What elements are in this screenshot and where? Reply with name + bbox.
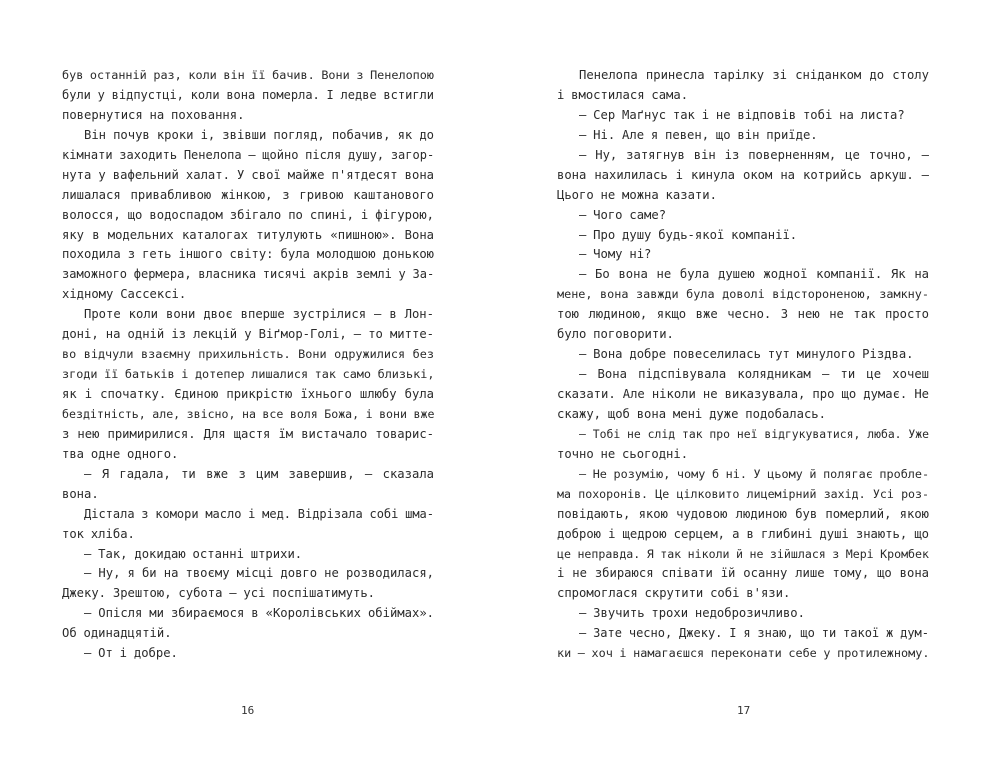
text-line: спромоглася скрутити собі в'язи. (557, 586, 791, 601)
text-line: Об одинадцятій. (62, 626, 172, 641)
text-line: доні, на одній із лекцій у Віґмор-Голі, — то митте- (62, 327, 434, 342)
text-line: — Так, докидаю останні штрихи. (84, 546, 303, 561)
text-line: — От і добре. (84, 646, 178, 661)
text-line: вона нахилилась і кинула оком на котрийсь аркуш. — (557, 167, 929, 182)
text-line: лишалася привабливою жінкою, з гривою каштанового (62, 187, 434, 202)
text-line: — Чому ні? (579, 247, 652, 262)
text-line: з нею примирилися. Для щастя їм вистачало товарис- (62, 426, 434, 441)
text-line: це неправда. Я так ніколи й не зійшлася з Мері Кромбек (557, 546, 929, 561)
text-line: Дістала з комори масло і мед. Відрізала собі шма- (84, 506, 434, 521)
text-line: — Сер Маґнус так і не відповів тобі на листа? (579, 107, 905, 122)
right-page (557, 66, 929, 664)
text-line: — Звучить трохи недоброзичливо. (579, 606, 805, 621)
text-line: — Зате чесно, Джеку. І я знаю, що ти такої ж дум- (579, 626, 929, 641)
text-line: Джеку. Зрештою, субота — усі поспішатимуть. (62, 586, 376, 601)
text-line: — Ні. Але я певен, що він приїде. (579, 127, 818, 142)
page-text (557, 66, 929, 664)
text-line: волосся, що водоспадом збігало по спині, і фігурою, (62, 207, 434, 222)
text-line: Цього не можна казати. (557, 187, 717, 202)
text-line: Проте коли вони двоє вперше зустрілися — в Лон- (84, 307, 434, 322)
text-line: заможного фермера, власника тисячі акрів землі у За- (62, 267, 434, 282)
text-line: — Тобі не слід так про неї відгукуватися, люба. Уже (579, 426, 929, 441)
text-line: — Про душу будь-якої компанії. (579, 227, 798, 242)
text-line: точно не сьогодні. (557, 446, 689, 461)
text-line: і не збираюся співати їй осанну лише тому, що вона (557, 566, 929, 581)
left-page (62, 66, 434, 664)
text-line: мене, вона завжди була доволі відстороненою, замкну- (557, 287, 929, 302)
text-line: сказати. Але ніколи не виказувала, про що думає. Не (557, 387, 929, 401)
text-line: нута у вафельний халат. У свої майже п'ятдесят вона (62, 167, 434, 182)
text-line: кімнати заходить Пенелопа — щойно після душу, загор- (62, 147, 434, 162)
text-line: як і спочатку. Єдиною прикрістю їхнього шлюбу була (62, 387, 434, 401)
text-line: був останній раз, коли він її бачив. Вони з Пенелопою (62, 68, 434, 82)
page-number-left: 16 (241, 704, 255, 717)
text-line: згоди її батьків і дотепер лишалися так само близькі, (62, 367, 434, 382)
text-line: були у відпустці, коли вона померла. І ледве встигли (62, 87, 434, 102)
text-line: ки — хоч і намагаєшся переконати себе у протилежному. (557, 646, 929, 661)
text-line: походила з геть іншого світу: була молодшою донькою (62, 247, 434, 262)
text-line: — Чого саме? (579, 207, 667, 222)
text-line: — Вона добре повеселилась тут минулого Різдва. (579, 347, 914, 362)
text-line: тою людиною, якщо вже чесно. З нею не так просто (557, 307, 929, 322)
text-line: — Не розумію, чому б ні. У цьому й полягає пробле- (579, 466, 929, 481)
text-line: доброю і щедрою серцем, а в глибині душі знають, що (557, 526, 929, 541)
text-line: ма похоронів. Це цілковито лицемірний захід. Усі роз- (557, 486, 929, 501)
text-line: тва одне одного. (62, 446, 179, 461)
text-line: повідають, якою чудовою людиною був померлий, якою (557, 506, 929, 521)
text-line: бездітність, але, звісно, на все воля Божа, і вони вже (62, 406, 434, 421)
page-text (62, 66, 434, 664)
text-line: хідному Сассексі. (62, 287, 187, 302)
text-line: Він почув кроки і, звівши погляд, побачив, як до (84, 127, 434, 142)
text-line: скажу, щоб вона мені дуже подобалась. (557, 406, 826, 421)
text-line: — Вона підспівувала колядникам — ти це хочеш (579, 367, 929, 382)
text-line: було поговорити. (557, 327, 674, 342)
text-line: ток хліба. (62, 526, 135, 541)
text-line: вона. (62, 486, 99, 501)
page-number-right: 17 (737, 704, 751, 717)
text-line: яку в модельних каталогах титулують «пишною». Вона (62, 227, 434, 242)
text-line: во відчули взаємну прихильність. Вони одружилися без (62, 347, 434, 362)
text-line: повернутися на поховання. (62, 107, 245, 122)
text-line: і вмостилася сама. (557, 87, 689, 102)
text-line: Пенелопа принесла тарілку зі сніданком до столу (579, 68, 929, 82)
text-line: — Я гадала, ти вже з цим завершив, — сказала (84, 466, 434, 481)
text-line: — Ну, я би на твоєму місці довго не розводилася, (84, 566, 434, 581)
text-line: — Ну, затягнув він із поверненням, це точно, — (579, 147, 929, 162)
text-line: — Опісля ми збираємося в «Королівських обіймах». (84, 606, 434, 621)
text-line: — Бо вона не була душею жодної компанії. Як на (579, 267, 929, 282)
